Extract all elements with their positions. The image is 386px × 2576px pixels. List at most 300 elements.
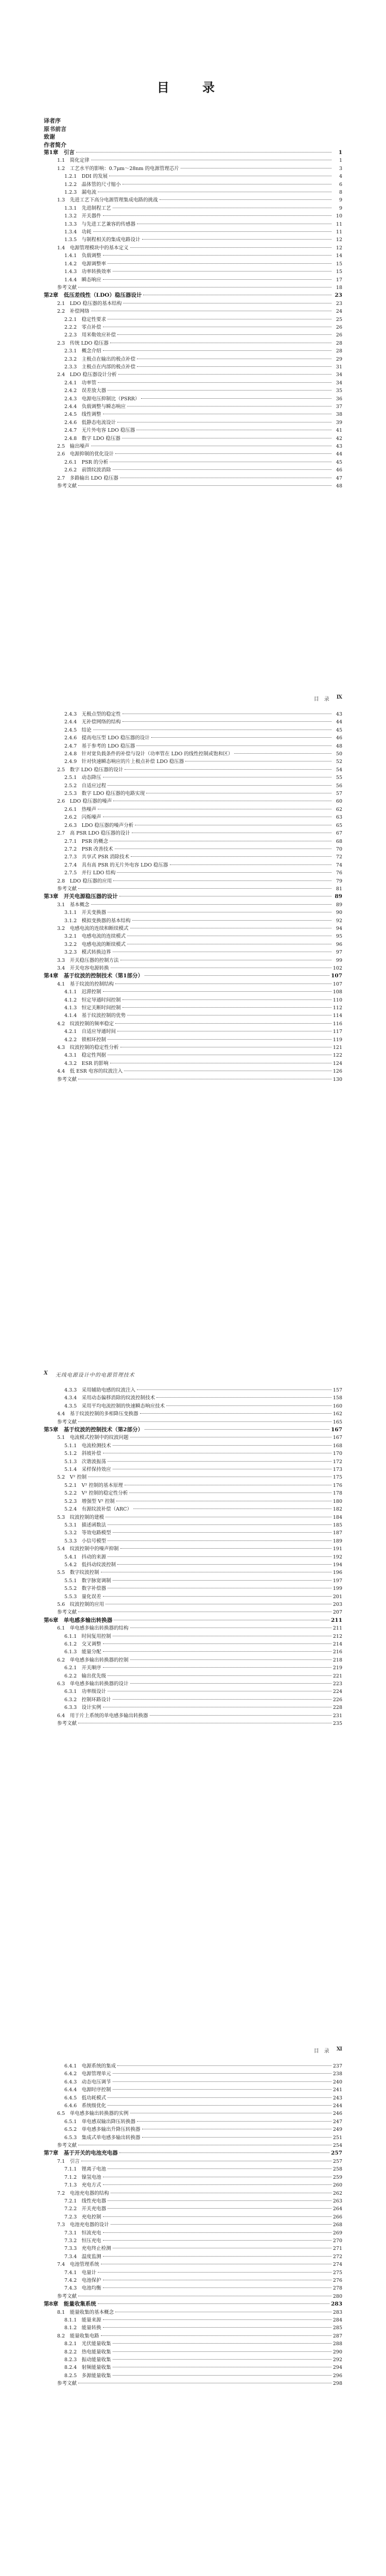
toc-entry-title: 5.2.2 V² 控制的稳定性分析 — [64, 1490, 128, 1497]
toc-page-number: 15 — [336, 261, 342, 267]
toc-entry-title: 5.2 V² 控制 — [57, 1475, 87, 1481]
toc-entry[interactable] — [44, 419, 342, 427]
toc-entry[interactable] — [44, 157, 342, 164]
toc-entry-title: 参考文献 — [57, 284, 77, 291]
toc-entry[interactable] — [44, 1442, 342, 1450]
front-matter-item[interactable]: 致谢 — [44, 133, 55, 140]
toc-page-number: 124 — [332, 1060, 342, 1066]
toc-entry-title: 8.1 能量收集的基本概念 — [57, 2309, 114, 2315]
toc-entry[interactable] — [44, 355, 342, 363]
toc-entry[interactable] — [44, 1052, 342, 1059]
toc-entry[interactable] — [44, 1076, 342, 1083]
toc-entry[interactable] — [44, 988, 342, 996]
toc-page-number: 175 — [332, 1475, 342, 1481]
running-head — [44, 2046, 342, 2054]
toc-entry-title: 5.1.2 斜坡补偿 — [64, 1451, 101, 1457]
toc-entry[interactable] — [44, 371, 342, 379]
toc-entry[interactable] — [44, 996, 342, 1004]
toc-entry[interactable] — [44, 2118, 342, 2126]
toc-entry-title: 6.1.3 能量分配 — [64, 1649, 101, 1655]
leader-dots — [108, 1524, 331, 1525]
toc-entry[interactable] — [44, 782, 342, 790]
toc-entry[interactable] — [44, 1696, 342, 1704]
toc-entry[interactable] — [44, 466, 342, 474]
toc-entry[interactable] — [44, 1458, 342, 1466]
toc-entry[interactable] — [44, 236, 342, 244]
leader-dots — [117, 2065, 331, 2066]
toc-entry[interactable] — [44, 1004, 342, 1012]
toc-entry[interactable] — [44, 925, 342, 933]
toc-entry[interactable] — [44, 1473, 342, 1481]
toc-entry[interactable] — [44, 387, 342, 395]
toc-page-number: 44 — [336, 451, 342, 457]
toc-entry[interactable] — [44, 379, 342, 387]
toc-entry[interactable] — [44, 806, 342, 814]
toc-entry[interactable] — [44, 221, 342, 228]
toc-entry[interactable] — [44, 726, 342, 734]
toc-entry-title: 4.1.4 基于纹波控制的优势 — [64, 1013, 126, 1019]
toc-entry-title: 2.2.2 零点补偿 — [64, 324, 101, 330]
toc-list — [44, 2062, 342, 2388]
running-head-title: 目 录 — [313, 2048, 329, 2054]
toc-entry[interactable] — [44, 363, 342, 371]
toc-page-number: 226 — [332, 1697, 342, 1703]
toc-entry[interactable] — [44, 758, 342, 766]
toc-entry[interactable] — [44, 196, 342, 204]
toc-entry[interactable] — [44, 2102, 342, 2110]
toc-entry[interactable] — [44, 427, 342, 434]
toc-entry[interactable] — [44, 1489, 342, 1497]
toc-entry[interactable] — [44, 980, 342, 988]
toc-page-number: 130 — [332, 1076, 342, 1082]
toc-entry[interactable] — [44, 1664, 342, 1672]
toc-entry[interactable] — [44, 1712, 342, 1720]
toc-entry[interactable] — [44, 331, 342, 339]
toc-entry-title: 2.7.3 共享式 PSR 消除技术 — [64, 854, 130, 860]
toc-page-number: 283 — [332, 2309, 342, 2315]
toc-entry[interactable] — [44, 750, 342, 758]
toc-entry-title: 5.3.3 小信号模型 — [64, 1538, 107, 1544]
toc-page-number: 11 — [336, 221, 342, 227]
toc-chapter-entry[interactable] — [44, 149, 342, 157]
leader-dots — [103, 350, 331, 351]
toc-entry[interactable] — [44, 2309, 342, 2316]
toc-entry[interactable] — [44, 1394, 342, 1402]
toc-entry[interactable] — [44, 1067, 342, 1075]
toc-entry[interactable] — [44, 2293, 342, 2300]
toc-entry[interactable] — [44, 2340, 342, 2348]
toc-entry[interactable] — [44, 212, 342, 220]
toc-entry[interactable] — [44, 228, 342, 236]
toc-entry[interactable] — [44, 845, 342, 853]
leader-dots — [103, 215, 331, 216]
toc-entry[interactable] — [44, 1720, 342, 1727]
toc-entry[interactable] — [44, 1514, 342, 1521]
toc-entry-title: 1.4.3 功率转换效率 — [64, 269, 111, 275]
toc-entry[interactable] — [44, 2205, 342, 2213]
toc-entry-title: 3.1 基本概念 — [57, 902, 90, 908]
toc-entry-title: 4.3.1 稳定性判据 — [64, 1053, 107, 1059]
leader-dots — [103, 1667, 331, 1668]
toc-entry[interactable] — [44, 2245, 342, 2252]
toc-entry[interactable] — [44, 2134, 342, 2142]
toc-entry[interactable] — [44, 1680, 342, 1688]
toc-entry-title: 6.3.3 设计实例 — [64, 1705, 101, 1711]
toc-entry[interactable] — [44, 2324, 342, 2332]
toc-entry-title: 5.1.1 电流检测技术 — [64, 1443, 111, 1449]
toc-page-number: 48 — [336, 743, 342, 749]
toc-entry-title: 2.4.5 结论 — [64, 727, 92, 733]
toc-entry[interactable] — [44, 909, 342, 917]
toc-entry[interactable] — [44, 2078, 342, 2086]
toc-entry[interactable] — [44, 1434, 342, 1442]
toc-entry[interactable] — [44, 450, 342, 458]
toc-entry[interactable] — [44, 853, 342, 861]
toc-chapter-entry[interactable] — [44, 292, 342, 299]
toc-entry[interactable] — [44, 205, 342, 212]
toc-entry[interactable] — [44, 742, 342, 750]
toc-entry-title: 1.4.4 瞬态响应 — [64, 277, 101, 283]
leader-dots — [103, 2240, 331, 2241]
toc-entry[interactable] — [44, 347, 342, 355]
leader-dots — [108, 263, 331, 264]
toc-entry[interactable] — [44, 901, 342, 909]
toc-page-number: 219 — [332, 1665, 342, 1671]
toc-entry[interactable] — [44, 948, 342, 956]
toc-entry-title: 第7章 基于开关的电池充电器 — [44, 2150, 118, 2157]
leader-dots — [103, 1643, 331, 1644]
toc-entry-title: 5.3.1 描述函数法 — [64, 1522, 107, 1528]
toc-entry-title: 8.1.2 能量转换 — [64, 2325, 101, 2331]
toc-entry[interactable] — [44, 2197, 342, 2205]
toc-entry[interactable] — [44, 1418, 342, 1426]
toc-entry[interactable] — [44, 1553, 342, 1561]
toc-entry[interactable] — [44, 324, 342, 331]
toc-entry[interactable] — [44, 2181, 342, 2189]
toc-entry[interactable] — [44, 2253, 342, 2261]
toc-entry[interactable] — [44, 957, 342, 964]
toc-entry[interactable] — [44, 941, 342, 948]
toc-entry[interactable] — [44, 885, 342, 893]
toc-entry[interactable] — [44, 1521, 342, 1529]
leader-dots — [118, 374, 331, 375]
toc-entry-title: 1.2.3 漏电流 — [64, 190, 97, 196]
toc-entry[interactable] — [44, 474, 342, 482]
toc-entry[interactable] — [44, 1585, 342, 1592]
toc-entry[interactable] — [44, 1410, 342, 1418]
toc-entry[interactable] — [44, 1640, 342, 1648]
toc-entry[interactable] — [44, 766, 342, 774]
toc-page-number: 11 — [336, 229, 342, 235]
toc-entry-title: 4.4 低 ESR 电容的纹波注入 — [57, 1069, 123, 1075]
toc-entry-title: 8.2.1 光伏能量收集 — [64, 2341, 111, 2347]
leader-dots — [113, 1445, 331, 1446]
toc-entry[interactable] — [44, 435, 342, 443]
toc-entry-title: 8.2.2 热电能量收集 — [64, 2349, 111, 2355]
toc-entry[interactable] — [44, 1044, 342, 1052]
toc-entry[interactable] — [44, 2261, 342, 2268]
leader-dots — [108, 2168, 331, 2169]
toc-entry[interactable] — [44, 1704, 342, 1711]
leader-dots — [136, 745, 331, 746]
toc-page-number: 260 — [332, 2182, 342, 2189]
toc-entry[interactable] — [44, 1537, 342, 1545]
toc-entry[interactable] — [44, 2158, 342, 2165]
toc-page-number: 42 — [336, 435, 342, 442]
toc-entry[interactable] — [44, 459, 342, 466]
toc-entry[interactable] — [44, 1569, 342, 1577]
toc-entry-title: 3.1.1 开关变换器 — [64, 910, 107, 916]
toc-entry[interactable] — [44, 2174, 342, 2181]
toc-chapter-entry[interactable] — [44, 893, 342, 901]
toc-entry[interactable] — [44, 2221, 342, 2229]
toc-entry[interactable] — [44, 1633, 342, 1640]
leader-dots — [108, 390, 331, 391]
toc-entry[interactable] — [44, 316, 342, 324]
toc-entry[interactable] — [44, 1648, 342, 1656]
toc-entry[interactable] — [44, 340, 342, 347]
toc-entry-title: 2.4.8 数字 LDO 稳压器 — [64, 435, 120, 442]
toc-entry[interactable] — [44, 2126, 342, 2133]
leader-dots — [113, 1532, 331, 1533]
toc-entry[interactable] — [44, 1482, 342, 1489]
toc-entry[interactable] — [44, 2062, 342, 2070]
toc-entry[interactable] — [44, 1529, 342, 1537]
running-head-title: 无线电源设计中的电源管理技术 — [55, 1372, 135, 1378]
toc-entry[interactable] — [44, 933, 342, 940]
toc-entry[interactable] — [44, 276, 342, 284]
toc-page-number: 54 — [336, 767, 342, 773]
toc-entry[interactable] — [44, 1450, 342, 1458]
toc-page-number: 178 — [332, 1490, 342, 1497]
toc-entry[interactable] — [44, 443, 342, 450]
leader-dots — [145, 1429, 329, 1430]
leader-dots — [137, 366, 331, 367]
leader-dots — [98, 382, 331, 383]
toc-page-number: 170 — [332, 1451, 342, 1457]
toc-entry[interactable] — [44, 2348, 342, 2356]
toc-entry[interactable] — [44, 1561, 342, 1569]
toc-entry[interactable] — [44, 2142, 342, 2149]
toc-entry[interactable] — [44, 2190, 342, 2197]
leader-dots — [103, 2287, 331, 2288]
toc-entry[interactable] — [44, 308, 342, 315]
toc-entry-title: 6.1.2 交叉调整 — [64, 1641, 101, 1647]
toc-entry[interactable] — [44, 1060, 342, 1067]
toc-entry[interactable] — [44, 165, 342, 173]
toc-entry[interactable] — [44, 2372, 342, 2380]
toc-entry-title: 8.2 能量收集电路 — [57, 2333, 99, 2339]
toc-entry[interactable] — [44, 300, 342, 308]
toc-entry[interactable] — [44, 1593, 342, 1601]
front-matter-item[interactable]: 原书前言 — [44, 125, 66, 132]
toc-page-number: 172 — [332, 1459, 342, 1465]
toc-entry[interactable] — [44, 964, 342, 972]
toc-entry-title: 7.1.3 充电方式 — [64, 2182, 101, 2189]
toc-chapter-entry[interactable] — [44, 1426, 342, 1434]
toc-page-number: 102 — [332, 965, 342, 971]
leader-dots — [122, 721, 331, 722]
toc-entry[interactable] — [44, 1624, 342, 1632]
toc-entry[interactable] — [44, 1012, 342, 1020]
toc-entry[interactable] — [44, 869, 342, 877]
toc-entry[interactable] — [44, 1608, 342, 1616]
toc-entry[interactable] — [44, 2237, 342, 2245]
toc-entry-title: 参考文献 — [57, 483, 77, 489]
toc-entry[interactable] — [44, 1545, 342, 1553]
toc-entry[interactable] — [44, 829, 342, 837]
toc-chapter-entry[interactable] — [44, 972, 342, 980]
toc-entry[interactable] — [44, 1498, 342, 1505]
toc-page-number: 12 — [336, 245, 342, 251]
toc-entry-title: 1.3.4 功耗 — [64, 229, 92, 235]
toc-entry[interactable] — [44, 1036, 342, 1044]
leader-dots — [108, 2097, 331, 2098]
toc-page-number: 189 — [332, 1538, 342, 1544]
toc-entry-title: 2.4.5 线性调整 — [64, 412, 101, 418]
toc-page-number: 114 — [332, 1013, 342, 1019]
toc-page-number: 160 — [332, 1403, 342, 1409]
toc-entry[interactable] — [44, 710, 342, 718]
toc-entry-title: 6.4.6 系统级优化 — [64, 2103, 107, 2109]
toc-entry[interactable] — [44, 1386, 342, 1394]
toc-entry[interactable] — [44, 2213, 342, 2221]
toc-page-number: 1 — [338, 149, 342, 156]
toc-entry[interactable] — [44, 2070, 342, 2078]
toc-entry-title: 7.4.1 电量计 — [64, 2269, 97, 2276]
toc-entry[interactable] — [44, 1402, 342, 1410]
toc-page-number: 168 — [332, 1443, 342, 1449]
toc-entry-title: 2.1 LDO 稳压器的基本结构 — [57, 300, 122, 307]
toc-page-number: 99 — [336, 957, 342, 963]
toc-entry-title: 6.5.2 单电感多输出升降压转换器 — [64, 2127, 141, 2133]
toc-entry-title: 2.8 LDO 稳压器的应用 — [57, 878, 112, 884]
toc-page-number: 176 — [332, 1482, 342, 1488]
toc-entry[interactable] — [44, 244, 342, 252]
toc-entry[interactable] — [44, 1688, 342, 1696]
front-matter-item[interactable]: 作者简介 — [44, 141, 66, 148]
toc-entry-title: 2.4.8 针对宽负载条件的补偿与设计（功率管在 LDO 的线性控制或饱和区） — [64, 751, 233, 757]
toc-entry[interactable] — [44, 268, 342, 276]
toc-page-number: 199 — [332, 1586, 342, 1592]
toc-entry[interactable] — [44, 1577, 342, 1585]
leader-dots — [103, 279, 331, 280]
toc-entry[interactable] — [44, 403, 342, 411]
toc-entry[interactable] — [44, 482, 342, 490]
toc-page-number: 55 — [336, 775, 342, 781]
toc-entry-title: 2.3.1 概念介绍 — [64, 348, 101, 354]
toc-entry[interactable] — [44, 1505, 342, 1513]
toc-entry[interactable] — [44, 1020, 342, 1028]
toc-entry[interactable] — [44, 2356, 342, 2364]
toc-page-number: 235 — [332, 1721, 342, 1727]
toc-entry-title: 2.4.2 误差放大器 — [64, 388, 107, 394]
toc-page-number: 294 — [332, 2365, 342, 2371]
toc-page-number: 26 — [336, 332, 342, 338]
toc-entry[interactable] — [44, 395, 342, 403]
toc-entry[interactable] — [44, 2229, 342, 2237]
toc-entry[interactable] — [44, 1028, 342, 1036]
toc-entry-title: 4.2 纹波控制的频率稳定 — [57, 1021, 114, 1027]
toc-entry-title: 1.3.5 与制程相关的集成电路设计 — [64, 237, 141, 243]
toc-entry[interactable] — [44, 790, 342, 798]
toc-entry-title: 第4章 基于纹波的控制技术（第1部分） — [44, 973, 144, 979]
toc-page-number: 1 — [339, 158, 342, 164]
toc-entry[interactable] — [44, 411, 342, 418]
toc-entry[interactable] — [44, 252, 342, 260]
toc-page-number: 79 — [336, 878, 342, 884]
toc-page-number: 23 — [335, 292, 342, 299]
toc-entry[interactable] — [44, 2110, 342, 2117]
toc-page-number: 17 — [336, 277, 342, 283]
toc-page-number: 192 — [332, 1554, 342, 1560]
toc-chapter-entry[interactable] — [44, 2149, 342, 2157]
leader-dots — [117, 1564, 331, 1565]
toc-entry[interactable] — [44, 2380, 342, 2387]
leader-dots — [108, 785, 331, 786]
toc-chapter-entry[interactable] — [44, 1617, 342, 1624]
toc-entry[interactable] — [44, 917, 342, 925]
toc-entry[interactable] — [44, 798, 342, 805]
toc-entry[interactable] — [44, 189, 342, 196]
toc-entry[interactable] — [44, 2086, 342, 2094]
toc-page-number: 165 — [332, 1419, 342, 1425]
toc-entry-title: 2.4 LDO 稳压器设计分析 — [57, 372, 117, 378]
toc-entry-title: 3.2 电感电流的连续和断续模式 — [57, 925, 129, 931]
toc-entry[interactable] — [44, 2269, 342, 2277]
toc-entry[interactable] — [44, 718, 342, 726]
toc-entry[interactable] — [44, 173, 342, 180]
toc-entry-title: 5.3.2 等效电路模型 — [64, 1530, 111, 1536]
toc-entry[interactable] — [44, 814, 342, 821]
toc-entry[interactable] — [44, 861, 342, 869]
toc-entry[interactable] — [44, 1656, 342, 1664]
front-matter-item[interactable]: 译者序 — [44, 117, 61, 124]
toc-entry-title: 6.3.1 功率级设计 — [64, 1689, 107, 1695]
toc-entry[interactable] — [44, 181, 342, 189]
toc-entry[interactable] — [44, 1601, 342, 1608]
leader-dots — [130, 1683, 331, 1684]
toc-entry[interactable] — [44, 838, 342, 845]
toc-entry[interactable] — [44, 284, 342, 292]
toc-page-number: 272 — [332, 2253, 342, 2260]
leader-dots — [103, 255, 331, 256]
toc-entry[interactable] — [44, 774, 342, 782]
toc-entry[interactable] — [44, 2364, 342, 2371]
toc-entry[interactable] — [44, 2332, 342, 2340]
toc-chapter-entry[interactable] — [44, 2300, 342, 2308]
toc-entry[interactable] — [44, 2094, 342, 2102]
toc-entry[interactable] — [44, 2316, 342, 2324]
toc-entry[interactable] — [44, 734, 342, 742]
toc-entry[interactable] — [44, 260, 342, 268]
running-head — [44, 694, 342, 702]
toc-page-number: 269 — [332, 2230, 342, 2236]
toc-page-number: 203 — [332, 1601, 342, 1607]
toc-entry[interactable] — [44, 2165, 342, 2173]
toc-page-number: 74 — [336, 862, 342, 868]
toc-entry[interactable] — [44, 822, 342, 829]
toc-entry[interactable] — [44, 2277, 342, 2284]
toc-entry[interactable] — [44, 1466, 342, 1473]
toc-entry[interactable] — [44, 877, 342, 885]
leader-dots — [115, 453, 331, 454]
toc-entry[interactable] — [44, 1672, 342, 1680]
toc-entry-title: 8.1.1 能量来源 — [64, 2317, 101, 2323]
leader-dots — [113, 2351, 331, 2352]
toc-page-number: 266 — [332, 2214, 342, 2220]
toc-entry[interactable] — [44, 2284, 342, 2292]
